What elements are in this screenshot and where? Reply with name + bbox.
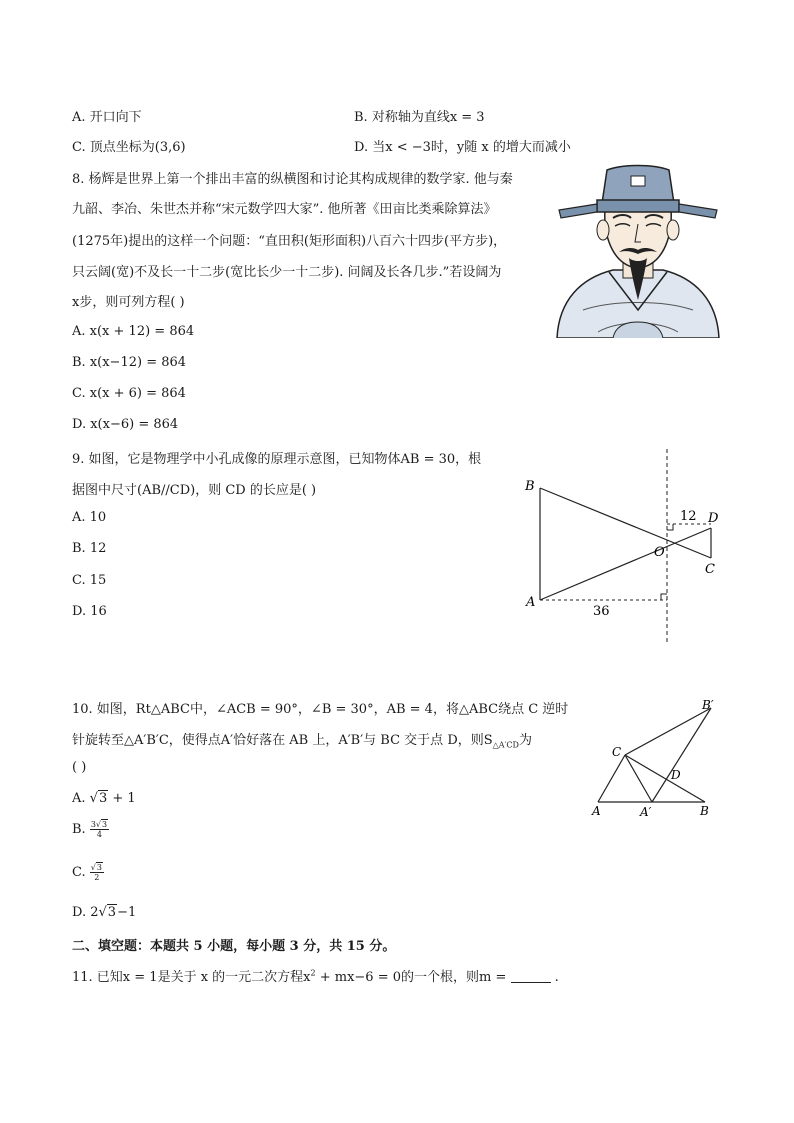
q10-segment-cb1 <box>625 708 711 755</box>
q10-option-d: D. 2√3−1 <box>72 905 137 920</box>
q10-label-c: C <box>612 745 622 759</box>
q10-label-b1: B′ <box>702 698 714 712</box>
q9-label-b: B <box>525 479 535 494</box>
q10-option-a: A. √3 + 1 <box>72 791 136 806</box>
q8-text-line-3: (1275年)提出的这样一个问题：“直田积(矩形面积)八百六十四步(平方步)， <box>72 234 507 249</box>
q8-text-line-1: 8. 杨辉是世界上第一个排出丰富的纵横图和讨论其构成规律的数学家. 他与秦 <box>72 172 513 187</box>
q8-option-a: A. x(x + 12) = 864 <box>72 324 195 339</box>
q11-text: 11. 已知x = 1是关于 x 的一元二次方程$x^2 + mx-6 = 0$的一个根，则m = . <box>72 968 559 985</box>
q10-label-a: A <box>592 804 601 818</box>
q11-answer-blank <box>511 970 551 983</box>
q9-right-angle-bottom <box>661 594 667 600</box>
q9-option-c: C. 15 <box>72 573 107 588</box>
q8-option-b: B. x(x−12) = 864 <box>72 355 187 370</box>
q9-ray-ad <box>540 528 711 600</box>
q10-text-line-1: 10. 如图，Rt△ABC中，∠ACB = 90°，∠B = 30°，AB = 4，将△ABC绕点 C 逆时 <box>72 702 569 717</box>
q9-label-c: C <box>705 562 715 577</box>
section-2-heading: 二、填空题：本题共 5 小题，每小题 3 分，共 15 分。 <box>72 939 396 954</box>
q9-label-d: D <box>708 511 719 526</box>
yang-hui-portrait <box>553 160 723 338</box>
q10-triangle-figure <box>585 695 725 823</box>
q10-segment-ca1 <box>625 755 652 802</box>
q8-text-line-2: 九韶、李冶、朱世杰并称“宋元数学四大家”. 他所著《田亩比类乘除算法》 <box>72 202 497 217</box>
q7-option-a: A. 开口向下 <box>72 110 142 125</box>
q10-option-c: C. $\frac{√3}{2}$ <box>72 863 102 882</box>
q9-option-b: B. 12 <box>72 541 107 556</box>
q9-text-line-1: 9. 如图，它是物理学中小孔成像的原理示意图，已知物体AB = 30，根 <box>72 452 482 467</box>
q9-dim-36: 36 <box>593 604 610 619</box>
q8-option-d: D. x(x−6) = 864 <box>72 417 179 432</box>
q10-option-b: B. $\frac{3√3}{4}$ <box>72 820 108 839</box>
q9-label-a: A <box>526 595 536 610</box>
q10-area-subscript: △A′CD <box>492 740 519 750</box>
q8-text-line-4: 只云阔(宽)不及长一十二步(宽比长少一十二步). 问阔及长各几步.”若设阔为 <box>72 265 502 280</box>
q9-text-line-2: 据图中尺寸(AB//CD)，则 CD 的长应是( ) <box>72 483 317 498</box>
q10-label-d: D <box>671 768 681 782</box>
q10-label-b: B <box>700 804 709 818</box>
q10-text-line-3: ( ) <box>72 760 87 775</box>
q8-option-c: C. x(x + 6) = 864 <box>72 386 186 401</box>
q7-option-b: B. 对称轴为直线x = 3 <box>354 110 485 125</box>
q9-right-angle-top <box>667 524 673 530</box>
q9-option-d: D. 16 <box>72 604 107 619</box>
q9-pinhole-figure <box>515 445 730 650</box>
q9-dim-12: 12 <box>680 509 697 524</box>
q10-segment-ac <box>598 755 625 802</box>
q7-option-d: D. 当x < −3时，y随 x 的增大而减小 <box>354 140 571 155</box>
q10-label-a1: A′ <box>640 805 652 819</box>
q7-option-c: C. 顶点坐标为(3,6) <box>72 140 186 155</box>
q9-label-o: O <box>654 545 665 560</box>
q8-text-line-5: x步，则可列方程( ) <box>72 295 185 310</box>
q10-segment-cb <box>625 755 705 802</box>
q10-text-line-2: 针旋转至△A′B′C，使得点A′恰好落在 AB 上，A′B′与 BC 交于点 D，则$S_{\triangle A'CD}$为 <box>72 733 532 750</box>
q9-option-a: A. 10 <box>72 510 107 525</box>
